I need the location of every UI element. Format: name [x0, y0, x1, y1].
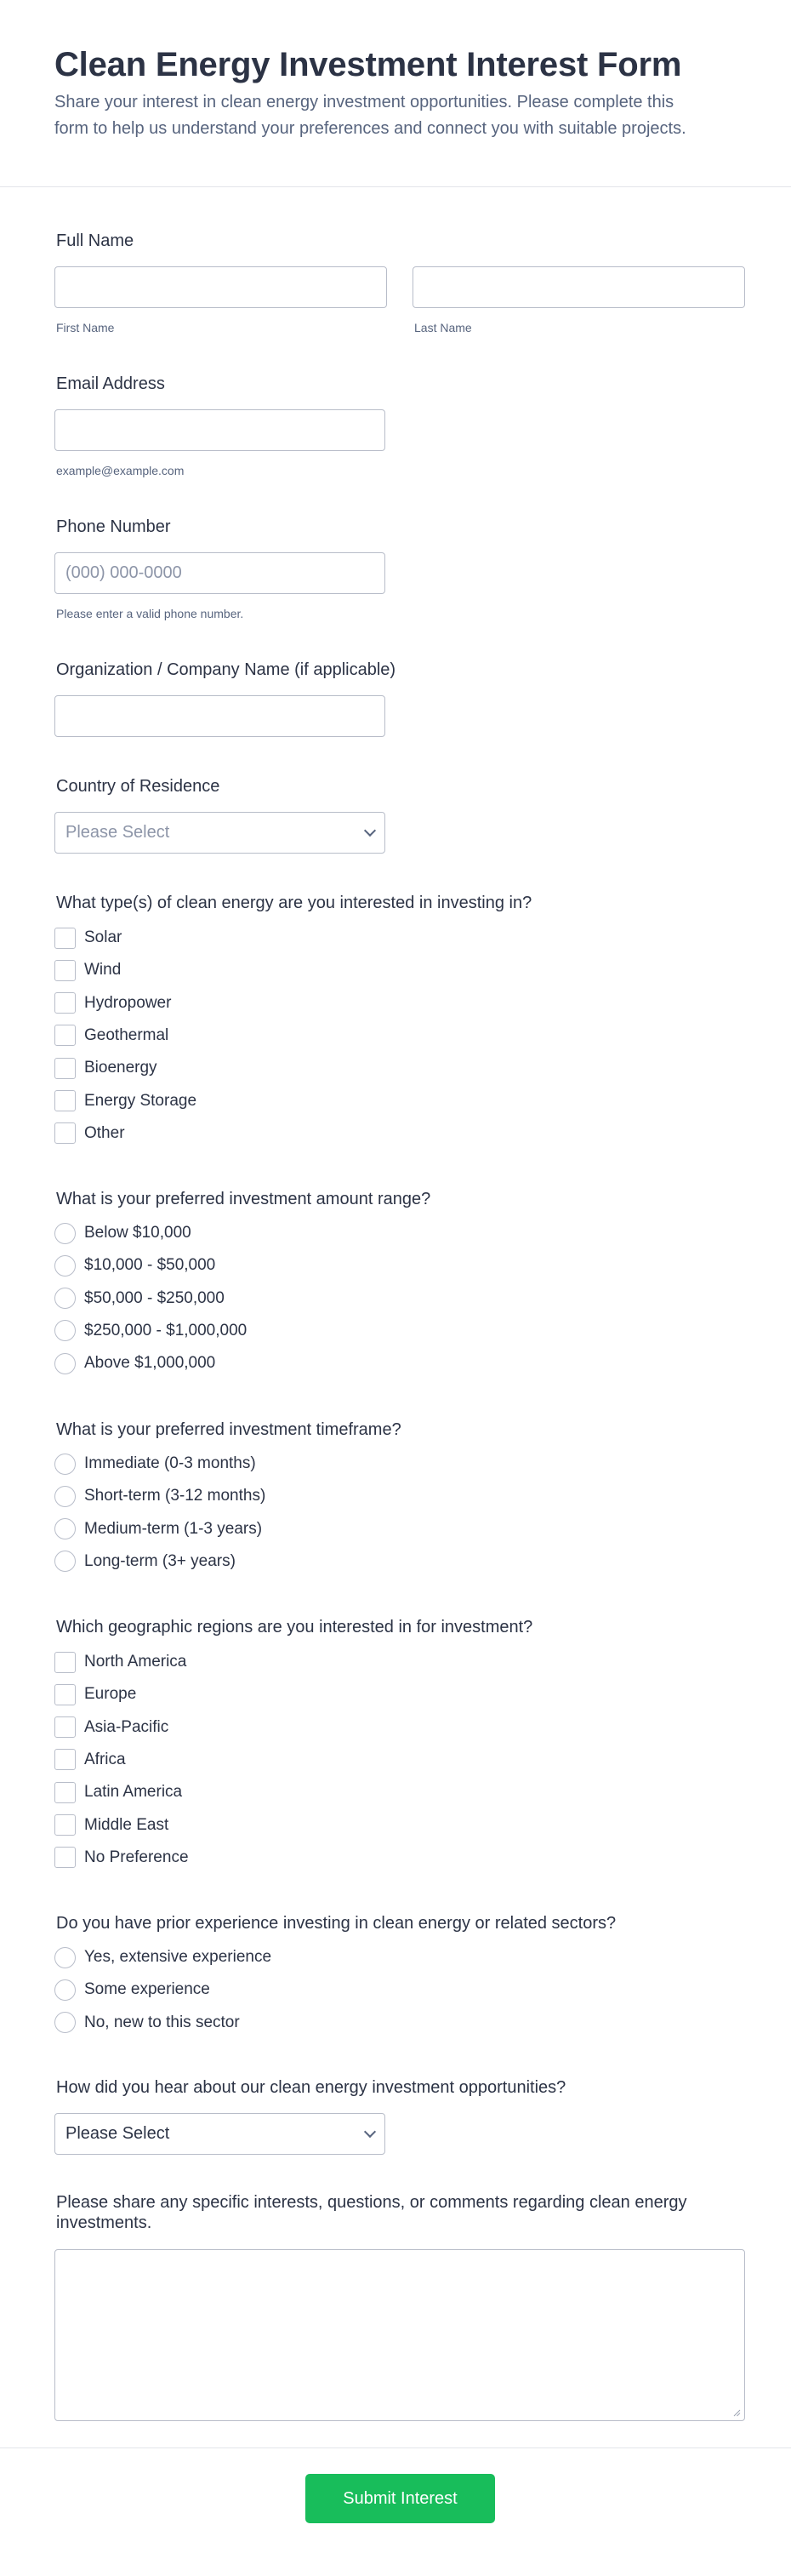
email-label: Email Address [56, 374, 165, 393]
experience-option[interactable] [54, 2012, 240, 2034]
radio-button[interactable] [54, 1518, 76, 1539]
timeframe-option-label: Medium-term (1-3 years) [84, 1519, 263, 1538]
checkbox[interactable] [54, 992, 76, 1014]
phone-sublabel: Please enter a valid phone number. [56, 607, 244, 620]
checkbox[interactable] [54, 928, 76, 949]
amount-range-option-label: $10,000 - $50,000 [84, 1256, 216, 1275]
region-option-label: Middle East [84, 1815, 169, 1834]
region-option[interactable] [54, 1847, 189, 1869]
region-option-label: Asia-Pacific [84, 1717, 169, 1736]
regions-label: Which geographic regions are you interested in for investment? [56, 1618, 533, 1636]
energy-types-label: What type(s) of clean energy are you interested in investing in? [56, 894, 532, 912]
last-name-sublabel: Last Name [414, 321, 472, 334]
energy-type-option-label: Hydropower [84, 993, 172, 1012]
submit-button[interactable]: Submit Interest [305, 2474, 495, 2523]
checkbox[interactable] [54, 1090, 76, 1111]
country-select-value: Please Select [65, 823, 170, 842]
last-name-input[interactable] [413, 266, 745, 308]
timeframe-option[interactable] [54, 1485, 265, 1507]
amount-range-option-label: $50,000 - $250,000 [84, 1288, 225, 1307]
checkbox[interactable] [54, 1058, 76, 1079]
chevron-down-icon [364, 824, 376, 836]
timeframe-option-label: Short-term (3-12 months) [84, 1487, 266, 1505]
form-subtitle-line1: Share your interest in clean energy investment opportunities. Please complete this [54, 93, 674, 111]
comments-textarea[interactable] [54, 2249, 745, 2421]
radio-button[interactable] [54, 1255, 76, 1277]
amount-range-option-label: Above $1,000,000 [84, 1354, 216, 1373]
checkbox[interactable] [54, 1782, 76, 1803]
checkbox[interactable] [54, 1814, 76, 1836]
referral-select-value: Please Select [65, 2124, 170, 2143]
radio-button[interactable] [54, 1947, 76, 1968]
country-label: Country of Residence [56, 777, 220, 796]
checkbox[interactable] [54, 1847, 76, 1868]
region-option[interactable] [54, 1651, 186, 1673]
timeframe-option-label: Long-term (3+ years) [84, 1551, 236, 1570]
region-option[interactable] [54, 1781, 182, 1803]
phone-label: Phone Number [56, 517, 171, 536]
energy-type-option-label: Energy Storage [84, 1091, 197, 1110]
email-sublabel: example@example.com [56, 464, 185, 477]
comments-label-line1: Please share any specific interests, questions, or comments regarding clean energy [56, 2193, 687, 2212]
radio-button[interactable] [54, 2012, 76, 2033]
radio-button[interactable] [54, 1454, 76, 1475]
region-option-label: North America [84, 1653, 187, 1671]
radio-button[interactable] [54, 1320, 76, 1341]
radio-button[interactable] [54, 1353, 76, 1374]
experience-option-label: No, new to this sector [84, 2013, 240, 2031]
region-option[interactable] [54, 1716, 168, 1739]
checkbox[interactable] [54, 1684, 76, 1705]
region-option-label: No Preference [84, 1848, 189, 1866]
radio-button[interactable] [54, 1486, 76, 1507]
region-option-label: Latin America [84, 1783, 183, 1802]
timeframe-label: What is your preferred investment timeframe? [56, 1420, 401, 1439]
energy-type-option-label: Solar [84, 928, 122, 946]
experience-option-label: Some experience [84, 1980, 210, 1999]
form-header [0, 0, 791, 187]
organization-label: Organization / Company Name (if applicable) [56, 660, 396, 679]
amount-range-option[interactable] [54, 1288, 225, 1310]
referral-label: How did you hear about our clean energy investment opportunities? [56, 2078, 566, 2097]
phone-input[interactable]: (000) 000-0000 [54, 552, 385, 594]
country-select[interactable] [54, 812, 385, 854]
experience-option[interactable] [54, 1946, 271, 1968]
energy-type-option[interactable] [54, 1025, 168, 1047]
radio-button[interactable] [54, 1288, 76, 1309]
radio-button[interactable] [54, 1979, 76, 2001]
form-subtitle [54, 89, 737, 142]
form-subtitle-line2: form to help us understand your preferences and connect you with suitable projects. [54, 119, 686, 138]
form-title: Clean Energy Investment Interest Form [54, 46, 682, 83]
energy-type-option-label: Bioenergy [84, 1059, 157, 1077]
checkbox[interactable] [54, 960, 76, 981]
experience-option[interactable] [54, 1979, 210, 2001]
amount-range-option[interactable] [54, 1320, 247, 1342]
comments-label-line2: investments. [56, 2213, 152, 2232]
energy-type-option[interactable] [54, 1122, 125, 1145]
first-name-sublabel: First Name [56, 321, 115, 334]
energy-type-option[interactable] [54, 992, 171, 1014]
checkbox[interactable] [54, 1122, 76, 1144]
experience-option-label: Yes, extensive experience [84, 1948, 272, 1966]
chevron-down-icon [364, 2125, 376, 2137]
organization-input[interactable] [54, 695, 385, 737]
energy-type-option[interactable] [54, 1057, 157, 1079]
radio-button[interactable] [54, 1551, 76, 1572]
experience-label: Do you have prior experience investing in clean energy or related sectors? [56, 1914, 617, 1933]
referral-select[interactable] [54, 2113, 385, 2155]
region-option[interactable] [54, 1683, 136, 1705]
first-name-input[interactable] [54, 266, 387, 308]
timeframe-option-label: Immediate (0-3 months) [84, 1454, 256, 1472]
full-name-label: Full Name [56, 231, 134, 250]
amount-range-option-label: Below $10,000 [84, 1224, 191, 1242]
region-option[interactable] [54, 1749, 126, 1771]
energy-type-option-label: Other [84, 1123, 125, 1142]
timeframe-option[interactable] [54, 1453, 256, 1475]
energy-type-option-label: Geothermal [84, 1025, 169, 1044]
amount-range-option[interactable] [54, 1352, 215, 1374]
region-option[interactable] [54, 1814, 168, 1836]
checkbox[interactable] [54, 1025, 76, 1046]
timeframe-option[interactable] [54, 1518, 262, 1540]
energy-type-option[interactable] [54, 959, 121, 981]
form-body [0, 187, 791, 2576]
timeframe-option[interactable] [54, 1551, 236, 1573]
resize-grip-icon[interactable] [733, 2409, 741, 2417]
radio-button[interactable] [54, 1223, 76, 1244]
email-input[interactable] [54, 409, 385, 451]
amount-range-option-label: $250,000 - $1,000,000 [84, 1321, 248, 1339]
amount-range-option[interactable] [54, 1254, 215, 1277]
energy-type-option[interactable] [54, 927, 122, 949]
amount-range-label: What is your preferred investment amount range? [56, 1190, 431, 1208]
amount-range-option[interactable] [54, 1222, 191, 1244]
checkbox[interactable] [54, 1652, 76, 1673]
checkbox[interactable] [54, 1716, 76, 1738]
checkbox[interactable] [54, 1749, 76, 1770]
energy-type-option[interactable] [54, 1090, 196, 1112]
region-option-label: Europe [84, 1685, 137, 1704]
energy-type-option-label: Wind [84, 961, 122, 980]
region-option-label: Africa [84, 1750, 126, 1768]
